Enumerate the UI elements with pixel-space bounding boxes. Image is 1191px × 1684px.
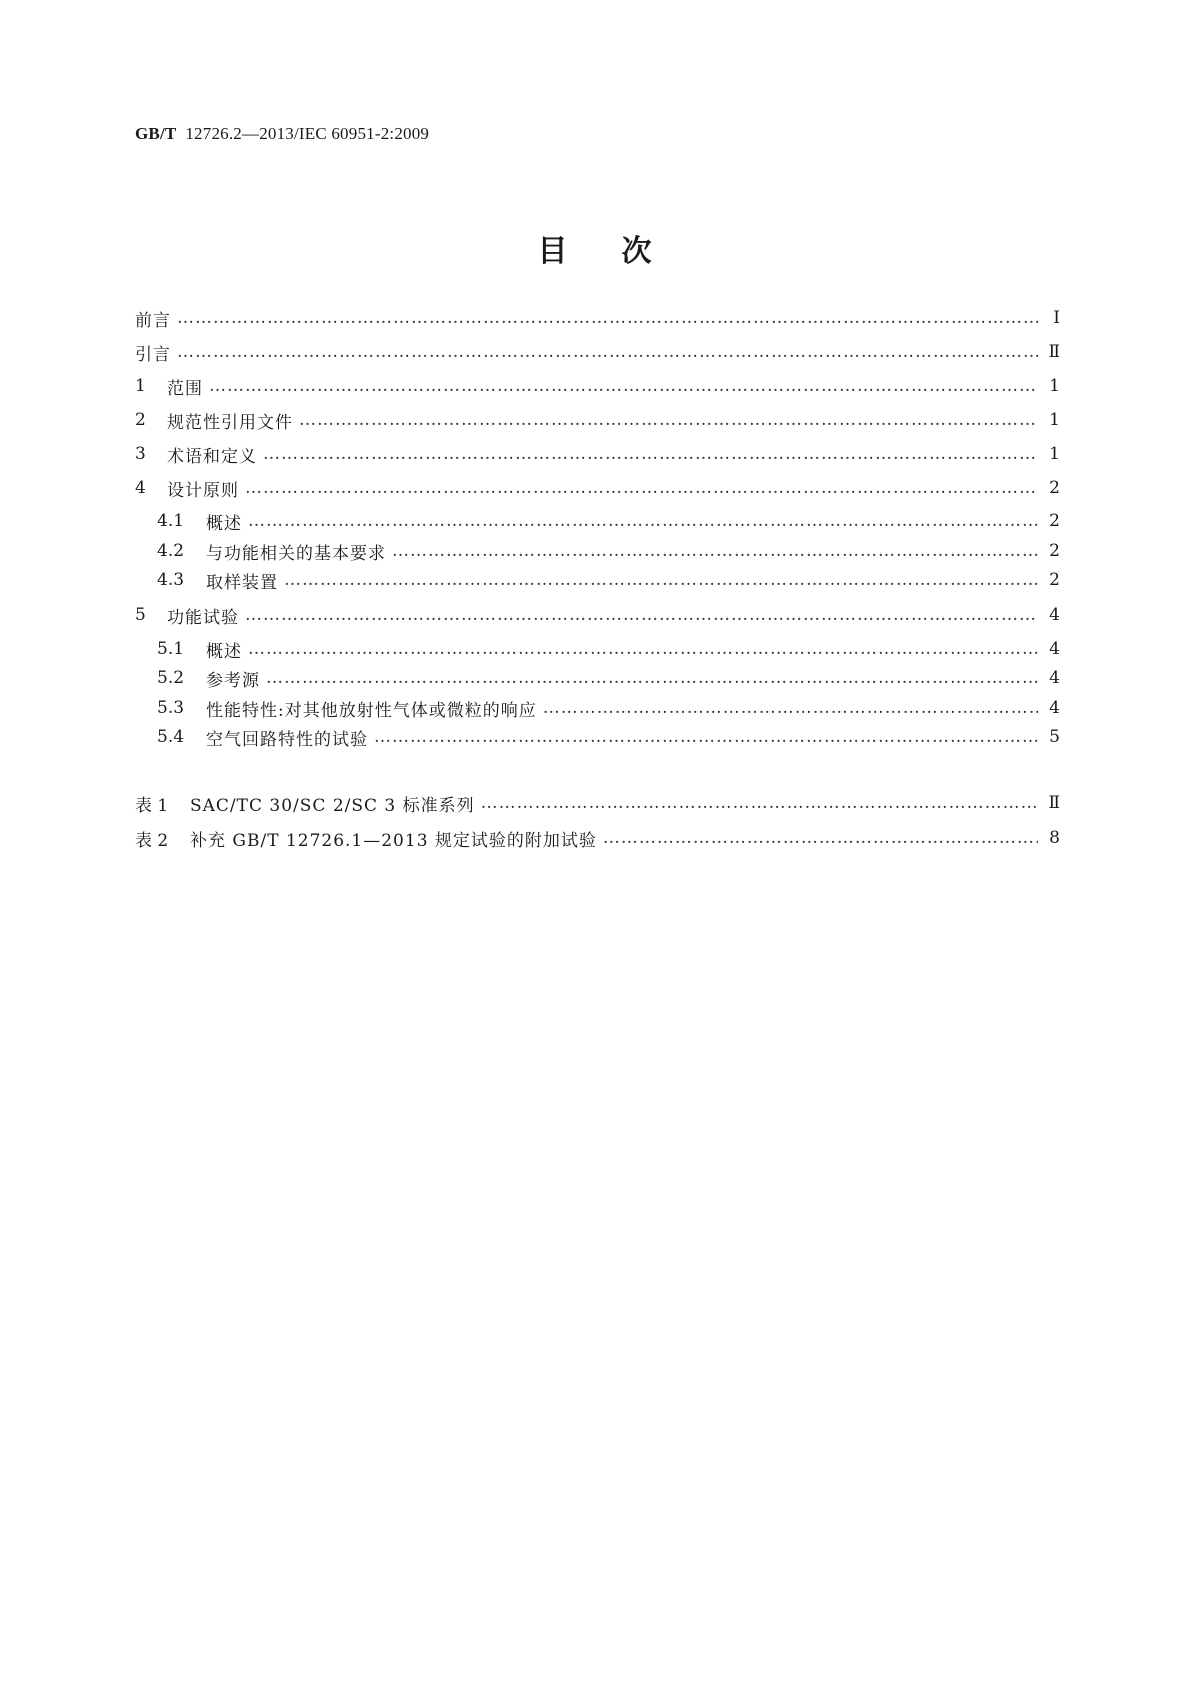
page-title (0, 226, 1191, 270)
leader-dots (209, 374, 1038, 398)
leader-dots (481, 791, 1038, 815)
toc-number: 1 (135, 376, 146, 396)
document-header (135, 124, 429, 144)
toc-entry-foreword[interactable] (135, 306, 1060, 330)
toc-label: SAC/TC 30/SC 2/SC 3 标准系列 (190, 795, 475, 816)
toc-page: 1 (1049, 376, 1060, 396)
toc-number: 5.4 (157, 727, 185, 747)
toc-label: 范围 (167, 378, 203, 399)
toc-label: 取样装置 (206, 572, 278, 593)
standard-number: 12726.2—2013/IEC 60951-2:2009 (185, 124, 430, 143)
leader-dots (177, 306, 1038, 330)
toc-entry-5-4[interactable] (157, 725, 1060, 749)
leader-dots (266, 666, 1038, 690)
toc-number: 2 (135, 410, 146, 430)
toc-number: 4.1 (157, 511, 185, 531)
toc-label: 概述 (206, 513, 242, 534)
toc-label: 前言 (135, 310, 171, 331)
toc-label: 概述 (206, 641, 242, 662)
title-char-2: 次 (621, 234, 654, 269)
leader-dots (299, 408, 1038, 432)
leader-dots (245, 476, 1038, 500)
toc-number: 3 (135, 444, 146, 464)
leader-dots (177, 340, 1038, 364)
toc-entry-4[interactable] (135, 476, 1060, 500)
toc-number: 5.3 (157, 698, 185, 718)
toc-label: 术语和定义 (167, 446, 257, 467)
toc-page: 4 (1049, 605, 1060, 625)
toc-page: 2 (1049, 570, 1060, 590)
toc-page: 4 (1049, 639, 1060, 659)
toc-entry-4-2[interactable] (157, 539, 1060, 563)
toc-entry-4-1[interactable] (157, 509, 1060, 533)
toc-number: 5.2 (157, 668, 185, 688)
toc-label: 补充 GB/T 12726.1—2013 规定试验的附加试验 (190, 830, 597, 851)
toc-page: Ⅱ (1048, 793, 1060, 813)
leader-dots (263, 442, 1038, 466)
toc-number: 表 1 (135, 795, 169, 816)
toc-label: 功能试验 (167, 607, 239, 628)
toc-label: 性能特性:对其他放射性气体或微粒的响应 (206, 700, 537, 721)
toc-page: 2 (1049, 478, 1060, 498)
toc-entry-2[interactable] (135, 408, 1060, 432)
toc-entry-4-3[interactable] (157, 568, 1060, 592)
toc-page: 2 (1049, 541, 1060, 561)
toc-entry-5-3[interactable] (157, 696, 1060, 720)
toc-label: 设计原则 (167, 480, 239, 501)
toc-entry-5[interactable] (135, 603, 1060, 627)
toc-number: 4.2 (157, 541, 185, 561)
toc-entry-table-2[interactable] (135, 826, 1060, 850)
toc-label: 引言 (135, 344, 171, 365)
toc-page: 1 (1049, 444, 1060, 464)
toc-entry-1[interactable] (135, 374, 1060, 398)
toc-label: 空气回路特性的试验 (206, 729, 368, 750)
toc-number: 4.3 (157, 570, 185, 590)
toc-entry-5-1[interactable] (157, 637, 1060, 661)
toc-page: 5 (1049, 727, 1060, 747)
toc-entry-table-1[interactable] (135, 791, 1060, 815)
leader-dots (248, 509, 1038, 533)
toc-entry-3[interactable] (135, 442, 1060, 466)
leader-dots (248, 637, 1038, 661)
toc-page: 1 (1049, 410, 1060, 430)
leader-dots (543, 696, 1038, 720)
toc-label: 参考源 (206, 670, 260, 691)
toc-page: 2 (1049, 511, 1060, 531)
toc-page: Ⅱ (1048, 342, 1060, 362)
toc-number: 4 (135, 478, 146, 498)
title-char-1: 目 (537, 234, 570, 269)
toc-entry-5-2[interactable] (157, 666, 1060, 690)
toc-number: 表 2 (135, 830, 169, 851)
toc-number: 5 (135, 605, 146, 625)
toc-page: 8 (1049, 828, 1060, 848)
toc-page: 4 (1049, 668, 1060, 688)
toc-number: 5.1 (157, 639, 185, 659)
toc-label: 与功能相关的基本要求 (206, 543, 386, 564)
leader-dots (284, 568, 1038, 592)
toc-page: 4 (1049, 698, 1060, 718)
toc-entry-introduction[interactable] (135, 340, 1060, 364)
toc-page: Ⅰ (1053, 308, 1060, 328)
leader-dots (374, 725, 1038, 749)
standard-prefix: GB/T (135, 124, 177, 143)
toc-label: 规范性引用文件 (167, 412, 293, 433)
leader-dots (603, 826, 1038, 850)
leader-dots (392, 539, 1038, 563)
leader-dots (245, 603, 1038, 627)
